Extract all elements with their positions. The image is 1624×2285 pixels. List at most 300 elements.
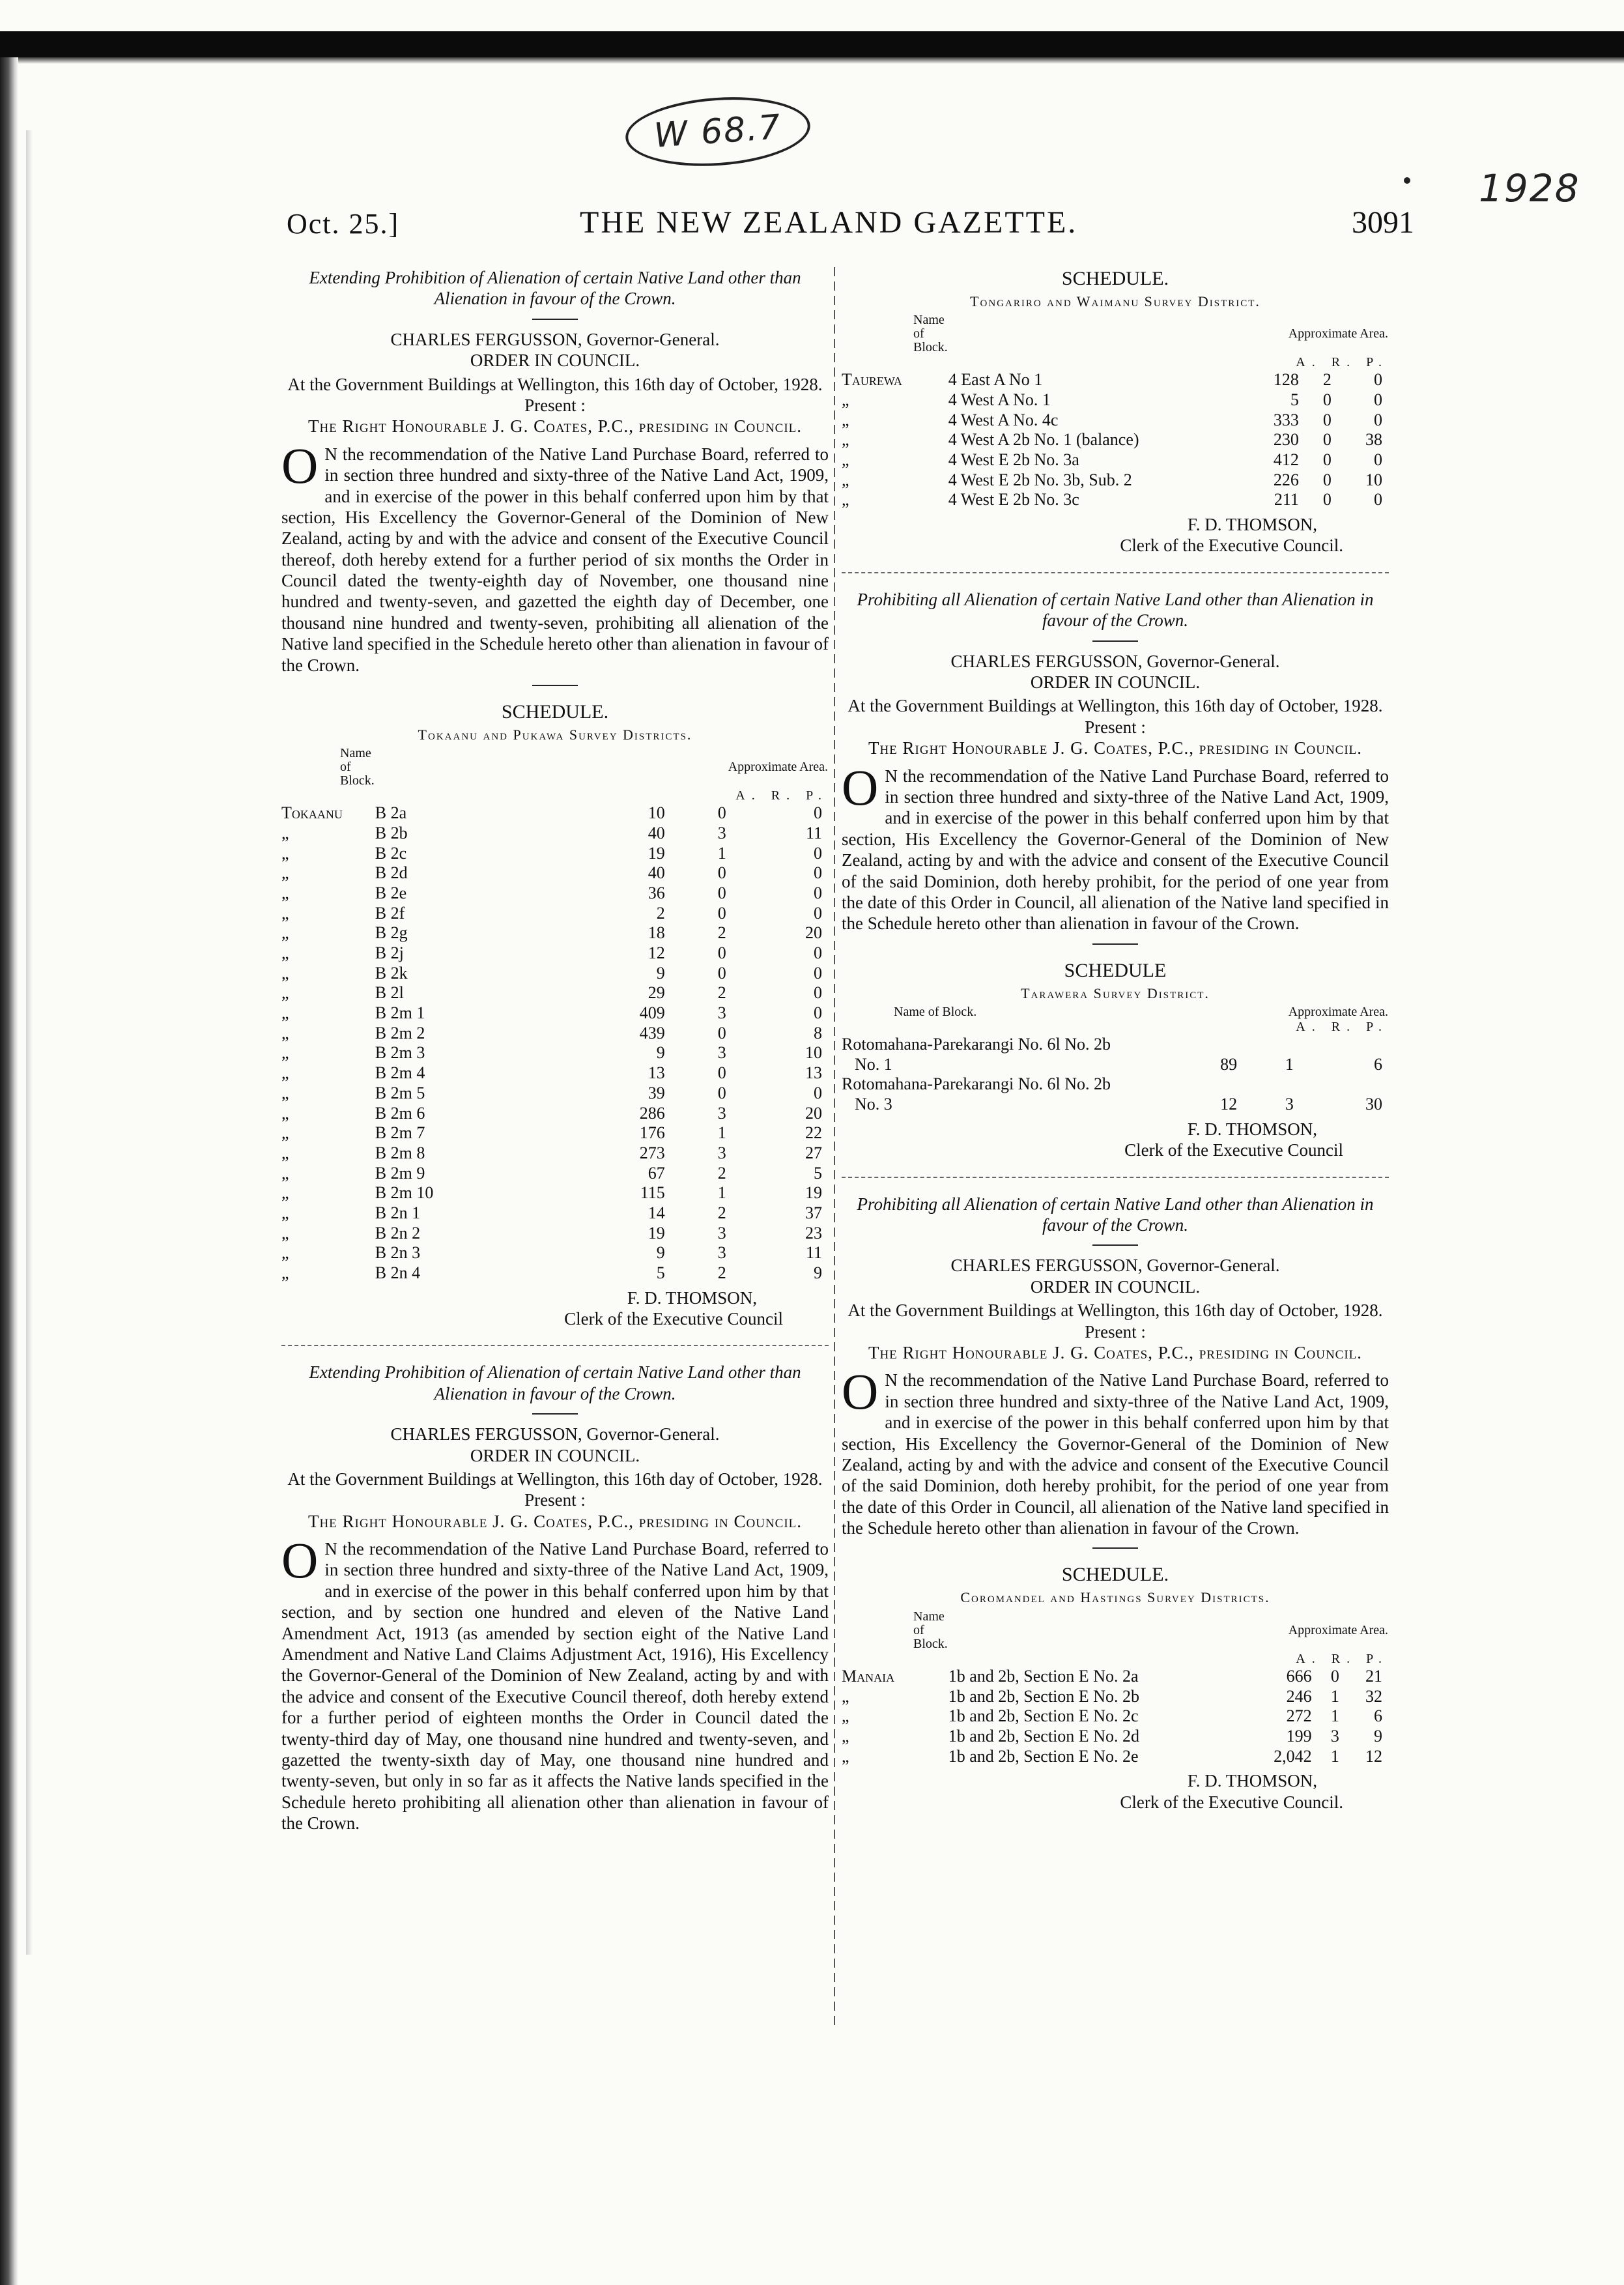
- block-name: B 2j: [375, 943, 404, 963]
- area-perches: 10: [1365, 470, 1382, 489]
- notice1-at: At the Government Buildings at Wellington, this 16th day of October, 1928.: [287, 374, 823, 394]
- notice3-order: ORDER IN COUNCIL.: [1030, 672, 1201, 693]
- dropcap-o: O: [281, 1532, 319, 1589]
- area-acres: 13: [648, 1063, 665, 1083]
- table-row: [842, 370, 1389, 390]
- table-row: [281, 1024, 829, 1044]
- notice2-present: Present :: [524, 1490, 586, 1510]
- table-row: [281, 1123, 829, 1143]
- area-perches: 0: [814, 843, 822, 863]
- notice1-present: Present :: [524, 395, 586, 415]
- notice2-governor: CHARLES FERGUSSON, Governor-General.: [390, 1424, 720, 1444]
- area-roods: 2: [717, 1163, 726, 1183]
- area-perches: 10: [805, 1043, 822, 1063]
- table-row: [842, 470, 1389, 491]
- area-acres: 246: [1286, 1686, 1312, 1706]
- area-acres: 115: [640, 1183, 665, 1203]
- notice3-heading: Prohibiting all Alienation of certain Native Land other than Alienation in favour of the Crown.: [857, 589, 1374, 631]
- dropcap-o: O: [842, 758, 879, 816]
- table-row: [281, 1003, 829, 1024]
- area-roods: 0: [1330, 1666, 1339, 1686]
- area-perches: 38: [1365, 430, 1382, 450]
- col-units-header: A. R. P.: [1296, 1020, 1388, 1035]
- notice3-present: Present :: [1085, 717, 1146, 737]
- notice4-present: Present :: [1085, 1321, 1146, 1342]
- notice3-body: [842, 758, 1389, 934]
- block-name: B 2f: [375, 903, 405, 923]
- block-name: B 2m 6: [375, 1103, 425, 1123]
- table-row: [281, 1164, 829, 1184]
- area-acres: 14: [648, 1203, 665, 1222]
- area-perches: 32: [1365, 1686, 1382, 1706]
- block-name: B 2m 9: [375, 1163, 425, 1183]
- block-name: 1b and 2b, Section E No. 2e: [948, 1746, 1139, 1766]
- notice-separator: [842, 572, 1389, 573]
- area-perches: 30: [1365, 1095, 1382, 1114]
- notice3-at: At the Government Buildings at Wellington, this 16th day of October, 1928.: [848, 696, 1383, 716]
- notice1-heading: Extending Prohibition of Alienation of certain Native Land other than Alienation in favour of the Crown.: [309, 268, 801, 309]
- handwritten-year: 1928: [1479, 166, 1580, 210]
- notice1-clerk: Clerk of the Executive Council: [564, 1308, 783, 1329]
- area-perches: 13: [805, 1063, 822, 1083]
- area-roods: 2: [717, 1263, 726, 1282]
- table-row: [281, 1183, 829, 1203]
- area-acres: 36: [648, 884, 665, 903]
- area-acres: 199: [1286, 1726, 1312, 1746]
- left-column: [281, 267, 829, 1834]
- taurewa-schedule-table: [842, 313, 1389, 510]
- taurewa-schedule-title: SCHEDULE.: [1061, 268, 1169, 289]
- col-area-header: Approximate Area.: [1288, 1005, 1388, 1020]
- area-perches: 21: [1365, 1666, 1382, 1686]
- ink-dot: [1404, 177, 1410, 184]
- notice1-signer: F. D. THOMSON,: [627, 1287, 757, 1308]
- row-prefix: „: [281, 1223, 289, 1243]
- separator: [532, 1413, 578, 1415]
- table-row: [842, 1667, 1389, 1687]
- row-prefix: Tokaanu: [281, 803, 343, 823]
- block-name: 1b and 2b, Section E No. 2a: [948, 1666, 1139, 1686]
- row-prefix: „: [842, 1706, 849, 1726]
- table-row: [281, 1143, 829, 1164]
- area-roods: 1: [717, 1183, 726, 1203]
- notice3-governor: CHARLES FERGUSSON, Governor-General.: [950, 651, 1280, 671]
- scan-left-shadow: [26, 130, 33, 1955]
- area-acres: 5: [656, 1263, 665, 1282]
- table-row: [281, 803, 829, 824]
- block-name: B 2m 1: [375, 1003, 425, 1023]
- row-prefix: „: [842, 1726, 849, 1746]
- area-acres: 18: [648, 923, 665, 943]
- block-name: 4 West A No. 1: [948, 390, 1051, 410]
- area-perches: 0: [814, 1083, 822, 1102]
- row-prefix: „: [842, 430, 849, 450]
- area-acres: 439: [639, 1023, 665, 1042]
- area-perches: 6: [1374, 1054, 1382, 1074]
- taurewa-signer: F. D. THOMSON,: [1187, 515, 1317, 535]
- block-name: 4 West E 2b No. 3b, Sub. 2: [948, 470, 1132, 489]
- area-perches: 20: [805, 923, 822, 943]
- area-perches: 0: [814, 983, 822, 1003]
- block-name: B 2b: [375, 824, 408, 843]
- separator: [532, 319, 578, 320]
- block-name: B 2g: [375, 923, 408, 943]
- block-name: B 2n 1: [375, 1203, 421, 1222]
- area-roods: 2: [717, 923, 726, 943]
- area-perches: 27: [805, 1143, 822, 1162]
- area-acres: 286: [639, 1103, 665, 1123]
- notice3-schedule-table: [842, 1005, 1389, 1115]
- area-acres: 273: [639, 1143, 665, 1162]
- col-area-header: Approximate Area.: [1288, 1622, 1388, 1637]
- area-perches: 12: [1365, 1746, 1382, 1766]
- area-acres: 409: [639, 1003, 665, 1023]
- area-perches: 0: [1374, 450, 1382, 470]
- page-number: 3091: [1352, 205, 1414, 240]
- row-prefix: „: [842, 1686, 849, 1706]
- area-roods: 0: [717, 803, 726, 823]
- area-roods: 1: [717, 1123, 726, 1143]
- notice4-signer: F. D. THOMSON,: [1187, 1771, 1317, 1791]
- area-roods: 0: [717, 943, 726, 963]
- block-name: B 2c: [375, 843, 407, 863]
- row-prefix: „: [281, 1143, 289, 1162]
- notice3-district: Tarawera Survey District.: [1021, 984, 1210, 1001]
- area-roods: 0: [717, 884, 726, 903]
- area-perches: 0: [1374, 370, 1382, 390]
- col-units-header: A. R. P.: [1296, 355, 1388, 370]
- row-prefix: „: [281, 824, 289, 843]
- area-roods: 0: [717, 1083, 726, 1102]
- row-prefix: „: [842, 450, 849, 470]
- row-prefix: „: [281, 1183, 289, 1203]
- area-acres: 9: [656, 1043, 665, 1063]
- area-acres: 333: [1273, 410, 1299, 429]
- row-prefix: „: [842, 390, 849, 410]
- area-acres: 9: [656, 1243, 665, 1263]
- block-name: 1b and 2b, Section E No. 2b: [948, 1686, 1139, 1706]
- dropcap-o: O: [842, 1363, 879, 1420]
- separator: [1092, 640, 1138, 642]
- area-acres: 666: [1286, 1666, 1312, 1686]
- notice1-presiding: The Right Honourable J. G. Coates, P.C., presiding in Council.: [307, 416, 803, 437]
- notice-separator: [842, 1177, 1389, 1178]
- area-perches: 19: [805, 1183, 822, 1203]
- block-name: 4 West E 2b No. 3c: [948, 490, 1079, 510]
- area-acres: 5: [1290, 390, 1299, 410]
- area-acres: 89: [1220, 1054, 1238, 1074]
- area-roods: 1: [1330, 1746, 1339, 1766]
- row-prefix: „: [281, 1163, 289, 1183]
- block-name: B 2k: [375, 963, 408, 983]
- row-prefix: „: [281, 1203, 289, 1222]
- notice4-district: Coromandel and Hastings Survey Districts.: [960, 1589, 1270, 1606]
- dropcap-o: O: [281, 437, 319, 494]
- area-roods: 3: [717, 1043, 726, 1063]
- table-row: [281, 1104, 829, 1124]
- notice4-heading: Prohibiting all Alienation of certain Native Land other than Alienation in favour of the Crown.: [857, 1194, 1374, 1235]
- area-acres: 128: [1273, 370, 1299, 390]
- area-roods: 1: [1330, 1686, 1339, 1706]
- area-acres: 9: [656, 963, 665, 983]
- area-acres: 412: [1273, 450, 1299, 470]
- area-acres: 2,042: [1274, 1746, 1312, 1766]
- table-row: [281, 943, 829, 964]
- area-perches: 0: [1374, 390, 1382, 410]
- area-acres: 12: [1220, 1095, 1238, 1114]
- row-prefix: „: [281, 1043, 289, 1063]
- table-row: [281, 964, 829, 984]
- area-acres: 2: [656, 903, 665, 923]
- table-row: [842, 1055, 1389, 1075]
- handwritten-stamp: W 68.7: [623, 91, 812, 172]
- notice2-body: [281, 1532, 829, 1833]
- row-prefix: „: [842, 410, 849, 429]
- block-name: 1b and 2b, Section E No. 2d: [948, 1726, 1139, 1746]
- notice1-schedule-table: [281, 746, 829, 1283]
- area-acres: 40: [648, 824, 665, 843]
- block-name: B 2d: [375, 863, 408, 883]
- notice1-body-text: N the recommendation of the Native Land Purchase Board, referred to in section three hundred and sixty-three of the Native Land Act, 1909, and in exercise of the power in this behalf conferred upon him by that section, His Excellency the Governor-General of the Dominion of New Zealand, acting by and with the advice and consent of the Executive Council thereof, doth hereby extend for a further period of six months the Order in Council dated the twenty-eighth day of November, one thousand nine hundred and twenty-seven, and gazetted the eighth day of December, one thousand nine hundred and twenty-seven, prohibiting all alienation of the Native land specified in the Schedule hereto other than alienation in favour of the Crown.: [281, 444, 829, 675]
- table-row: [842, 490, 1389, 510]
- block-name: B 2e: [375, 884, 407, 903]
- separator: [1092, 1244, 1138, 1246]
- area-roods: 0: [1322, 470, 1332, 489]
- area-perches: 8: [814, 1023, 822, 1042]
- table-row: [281, 983, 829, 1003]
- notice3-body-text: N the recommendation of the Native Land Purchase Board, referred to in section three hundred and sixty-three of the Native Land Act, 1909, and in exercise of the power in this behalf conferred upon him by that section, His Excellency the Governor-General of the Dominion of New Zealand, acting by and with the advice and consent of the Executive Council of the said Dominion, doth hereby prohibit, for the period of one year from the date of this Order in Council, all alienation of the Native land specified in the Schedule hereto other than alienation in favour of the Crown.: [842, 766, 1389, 934]
- area-acres: 40: [648, 863, 665, 883]
- table-row: [281, 1243, 829, 1263]
- area-acres: 226: [1273, 470, 1299, 489]
- block-name: B 2a: [375, 803, 407, 823]
- col-units-header: A. R. P.: [735, 788, 828, 803]
- row-prefix: Manaia: [842, 1666, 895, 1686]
- table-row: [842, 1687, 1389, 1707]
- notice2-order: ORDER IN COUNCIL.: [470, 1445, 640, 1465]
- area-perches: 0: [814, 803, 822, 823]
- area-roods: 3: [717, 824, 726, 843]
- block-name: B 2n 2: [375, 1223, 421, 1243]
- area-roods: 3: [717, 1143, 726, 1162]
- area-perches: 0: [814, 1003, 822, 1023]
- notice4-order: ORDER IN COUNCIL.: [1030, 1276, 1201, 1297]
- block-name: Rotomahana-Parekarangi No. 6l No. 2b: [842, 1035, 1111, 1054]
- area-perches: 0: [814, 863, 822, 883]
- area-roods: 0: [717, 903, 726, 923]
- notice4-governor: CHARLES FERGUSSON, Governor-General.: [950, 1256, 1280, 1276]
- notice-separator: [281, 1345, 829, 1346]
- area-perches: 37: [805, 1203, 822, 1222]
- table-row: [842, 1727, 1389, 1747]
- block-name: 4 East A No 1: [948, 370, 1043, 390]
- separator: [532, 685, 578, 686]
- block-name: B 2m 7: [375, 1123, 425, 1143]
- area-perches: 11: [805, 1243, 822, 1263]
- separator: [1092, 943, 1138, 945]
- area-roods: 3: [1330, 1726, 1339, 1746]
- block-name: B 2l: [375, 983, 404, 1003]
- row-prefix: „: [281, 1003, 289, 1023]
- table-row: [281, 1263, 829, 1284]
- notice1-schedule-title: SCHEDULE.: [501, 701, 609, 723]
- column-divider: [834, 267, 835, 2026]
- area-acres: 211: [1274, 490, 1299, 510]
- block-name-cont: No. 1: [855, 1054, 892, 1074]
- row-prefix: „: [281, 1263, 289, 1282]
- area-roods: 2: [717, 983, 726, 1003]
- block-name: 4 West A No. 4c: [948, 410, 1059, 429]
- table-row: [842, 1074, 1389, 1095]
- notice1-body: [281, 437, 829, 676]
- table-row: [281, 844, 829, 864]
- area-perches: 0: [1374, 490, 1382, 510]
- row-prefix: „: [842, 470, 849, 489]
- area-perches: 0: [1374, 410, 1382, 429]
- area-roods: 3: [717, 1003, 726, 1023]
- table-row: [842, 1095, 1389, 1115]
- table-row: [281, 1063, 829, 1084]
- table-row: [281, 824, 829, 844]
- area-acres: 272: [1286, 1706, 1312, 1726]
- notice4-presiding: The Right Honourable J. G. Coates, P.C., presiding in Council.: [868, 1342, 1363, 1362]
- notice2-body-text: N the recommendation of the Native Land Purchase Board, referred to in section three hundred and sixty-three of the Native Land Act, 1909, and in exercise of the power in this behalf conferred upon him by that section, and by section one hundred and eleven of the Native Land Amendment Act, 1913 (as amended by section eight of the Native Land Amendment and Native Land Claims Adjustment Act, 1916), His Excellency the Governor-General of the Dominion of New Zealand, acting by and with the advice and consent of the Executive Council thereof, doth hereby extend for a further period of eighteen months the Order in Council dated the twenty-third day of May, one thousand nine hundred and twenty-seven, and gazetted the twenty-sixth day of May, one thousand nine hundred and twenty-seven, but only in so far as it affects the Native lands specified in the Schedule hereto prohibiting all alienation other than alienation in favour of the Crown.: [281, 1539, 829, 1833]
- notice2-heading: Extending Prohibition of Alienation of certain Native Land other than Alienation in favour of the Crown.: [309, 1362, 801, 1403]
- block-name: B 2n 3: [375, 1243, 421, 1263]
- table-row: [842, 1747, 1389, 1767]
- area-acres: 67: [648, 1163, 665, 1183]
- notice3-presiding: The Right Honourable J. G. Coates, P.C., presiding in Council.: [868, 738, 1363, 758]
- row-prefix: „: [281, 923, 289, 943]
- block-name: B 2m 3: [375, 1043, 425, 1063]
- col-area-header: Approximate Area.: [1288, 326, 1388, 341]
- table-row: [281, 1203, 829, 1224]
- notice4-body: [842, 1363, 1389, 1538]
- col-area-header: Approximate Area.: [728, 760, 828, 775]
- row-prefix: „: [281, 983, 289, 1003]
- col-name-header: Name of Block.: [913, 313, 948, 355]
- notice3-clerk: Clerk of the Executive Council: [1124, 1140, 1343, 1160]
- area-roods: 0: [717, 963, 726, 983]
- row-prefix: „: [281, 1023, 289, 1042]
- notice4-body-text: N the recommendation of the Native Land Purchase Board, referred to in section three hundred and sixty-three of the Native Land Act, 1909, and in exercise of the power in this behalf conferred upon him by that section, His Excellency the Governor-General of the Dominion of New Zealand, acting by and with the advice and consent of the Executive Council of the said Dominion, doth hereby prohibit, for the period of one year from the date of this Order in Council, all alienation of the Native land specified in the Schedule hereto other than alienation in favour of the Crown.: [842, 1370, 1389, 1538]
- table-row: [842, 450, 1389, 470]
- area-roods: 0: [1322, 430, 1332, 450]
- table-row: [281, 904, 829, 924]
- table-row: [842, 390, 1389, 410]
- block-name: Rotomahana-Parekarangi No. 6l No. 2b: [842, 1074, 1111, 1094]
- row-prefix: „: [281, 863, 289, 883]
- area-roods: 0: [717, 863, 726, 883]
- area-perches: 0: [814, 943, 822, 963]
- table-row: [281, 884, 829, 904]
- area-perches: 0: [814, 963, 822, 983]
- area-acres: 12: [648, 943, 665, 963]
- area-roods: 1: [717, 843, 726, 863]
- table-row: [842, 410, 1389, 431]
- row-prefix: „: [281, 1063, 289, 1083]
- notice3-schedule-title: SCHEDULE: [1064, 959, 1167, 981]
- notice2-at: At the Government Buildings at Wellington, this 16th day of October, 1928.: [287, 1469, 823, 1489]
- table-row: [842, 1035, 1389, 1055]
- area-perches: 6: [1374, 1706, 1382, 1726]
- block-name: 4 West E 2b No. 3a: [948, 450, 1079, 470]
- notice1-order: ORDER IN COUNCIL.: [470, 351, 640, 371]
- scan-top-shadow: [0, 57, 1624, 64]
- block-name: B 2m 2: [375, 1023, 425, 1042]
- block-name-cont: No. 3: [855, 1095, 892, 1114]
- table-row: [842, 430, 1389, 450]
- scan-top-border: [0, 31, 1624, 57]
- row-prefix: Taurewa: [842, 370, 902, 390]
- block-name: B 2n 4: [375, 1263, 421, 1282]
- block-name: 4 West A 2b No. 1 (balance): [948, 430, 1139, 450]
- block-name: B 2m 5: [375, 1083, 425, 1102]
- area-perches: 22: [805, 1123, 822, 1143]
- right-column: [842, 267, 1389, 1813]
- row-prefix: „: [281, 943, 289, 963]
- area-roods: 3: [717, 1223, 726, 1243]
- area-acres: 19: [648, 843, 665, 863]
- col-name-header: Name of Block.: [894, 1005, 977, 1020]
- area-roods: 1: [1330, 1706, 1339, 1726]
- block-name: 1b and 2b, Section E No. 2c: [948, 1706, 1139, 1726]
- area-acres: 230: [1273, 430, 1299, 450]
- taurewa-district: Tongariro and Waimanu Survey District.: [970, 293, 1261, 309]
- row-prefix: „: [281, 903, 289, 923]
- col-units-header: A. R. P.: [1296, 1651, 1388, 1666]
- row-prefix: „: [842, 490, 849, 510]
- row-prefix: „: [281, 1083, 289, 1102]
- row-prefix: „: [281, 963, 289, 983]
- row-prefix: „: [281, 884, 289, 903]
- block-name: B 2m 4: [375, 1063, 425, 1083]
- area-perches: 9: [1374, 1726, 1382, 1746]
- notice4-clerk: Clerk of the Executive Council.: [1120, 1792, 1343, 1812]
- area-perches: 9: [814, 1263, 822, 1282]
- notice3-signer: F. D. THOMSON,: [1187, 1119, 1317, 1139]
- block-name: B 2m 8: [375, 1143, 425, 1162]
- table-row: [281, 1043, 829, 1063]
- table-row: [281, 1084, 829, 1104]
- area-roods: 0: [717, 1023, 726, 1042]
- area-perches: 20: [805, 1103, 822, 1123]
- area-acres: 39: [648, 1083, 665, 1102]
- area-roods: 3: [717, 1103, 726, 1123]
- notice4-schedule-table: [842, 1609, 1389, 1766]
- taurewa-clerk: Clerk of the Executive Council.: [1120, 536, 1343, 556]
- area-perches: 23: [805, 1223, 822, 1243]
- col-name-header: Name of Block.: [340, 746, 375, 788]
- header-date: Oct. 25.]: [287, 208, 400, 240]
- notice4-at: At the Government Buildings at Wellington, this 16th day of October, 1928.: [848, 1301, 1383, 1321]
- area-acres: 176: [639, 1123, 665, 1143]
- area-roods: 3: [717, 1243, 726, 1263]
- area-roods: 1: [1285, 1054, 1294, 1074]
- separator: [1092, 1547, 1138, 1549]
- area-acres: 19: [648, 1223, 665, 1243]
- area-roods: 3: [1285, 1095, 1294, 1114]
- area-roods: 0: [1322, 450, 1332, 470]
- notice4-schedule-title: SCHEDULE.: [1061, 1564, 1169, 1586]
- notice1-district: Tokaanu and Pukawa Survey Districts.: [418, 726, 692, 743]
- row-prefix: „: [281, 1123, 289, 1143]
- area-acres: 29: [648, 983, 665, 1003]
- area-roods: 0: [717, 1063, 726, 1083]
- area-perches: 0: [814, 884, 822, 903]
- scan-left-binding: [0, 57, 18, 2285]
- area-roods: 0: [1322, 390, 1332, 410]
